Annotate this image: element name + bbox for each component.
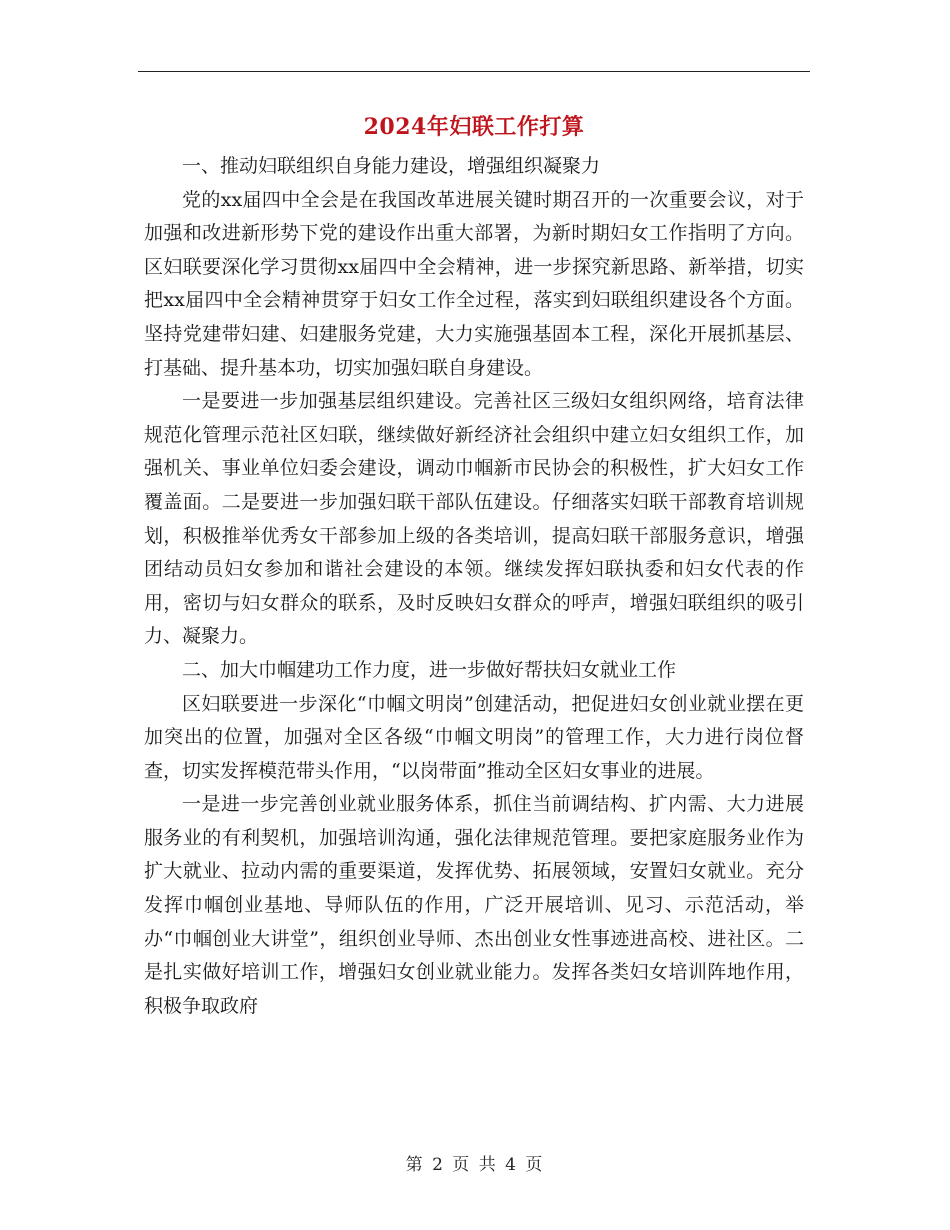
page-footer: 第 2 页 共 4 页 bbox=[405, 1155, 545, 1175]
document-title: 2024年妇联工作打算 bbox=[363, 114, 585, 140]
section-heading-1: 一、推动妇联组织自身能力建设，增强组织凝聚力 bbox=[182, 155, 601, 177]
header-rule bbox=[138, 71, 810, 72]
paragraph: 区妇联要进一步深化“巾帼文明岗”创建活动，把促进妇女创业就业摆在更加突出的位置，加强对全区各级“巾帼文明岗”的管理工作，大力进行岗位督查，切实发挥模范带头作用，“以岗带面”推动全区妇女事业的进展。 bbox=[144, 692, 804, 782]
document-body bbox=[144, 150, 804, 1023]
paragraph: 党的xx届四中全会是在我国改革进展关键时期召开的一次重要会议，对于加强和改进新形势下党的建设作出重大部署，为新时期妇女工作指明了方向。区妇联要深化学习贯彻xx届四中全会精神，进一步探究新思路、新举措，切实把xx届四中全会精神贯穿于妇女工作全过程，落实到妇联组织建设各个方面。坚持党建带妇建、妇建服务党建，大力实施强基固本工程，深化开展抓基层、打基础、提升基本功，切实加强妇联自身建设。 bbox=[144, 188, 804, 379]
paragraph: 一是要进一步加强基层组织建设。完善社区三级妇女组织网络，培育法律规范化管理示范社区妇联，继续做好新经济社会组织中建立妇女组织工作，加强机关、事业单位妇委会建设，调动巾帼新市民协会的积极性，扩大妇女工作覆盖面。二是要进一步加强妇联干部队伍建设。仔细落实妇联干部教育培训规划，积极推举优秀女干部参加上级的各类培训，提高妇联干部服务意识，增强团结动员妇女参加和谐社会建设的本领。继续发挥妇联执委和妇女代表的作用，密切与妇女群众的联系，及时反映妇女群众的呼声，增强妇联组织的吸引力、凝聚力。 bbox=[144, 390, 804, 648]
paragraph: 一是进一步完善创业就业服务体系，抓住当前调结构、扩内需、大力进展服务业的有利契机，加强培训沟通，强化法律规范管理。要把家庭服务业作为扩大就业、拉动内需的重要渠道，发挥优势、拓展领域，安置妇女就业。充分发挥巾帼创业基地、导师队伍的作用，广泛开展培训、见习、示范活动，举办“巾帼创业大讲堂”，组织创业导师、杰出创业女性事迹进高校、进社区。二是扎实做好培训工作，增强妇女创业就业能力。发挥各类妇女培训阵地作用，积极争取政府 bbox=[144, 793, 804, 1017]
section-heading-2: 二、加大巾帼建功工作力度，进一步做好帮扶妇女就业工作 bbox=[182, 658, 677, 681]
